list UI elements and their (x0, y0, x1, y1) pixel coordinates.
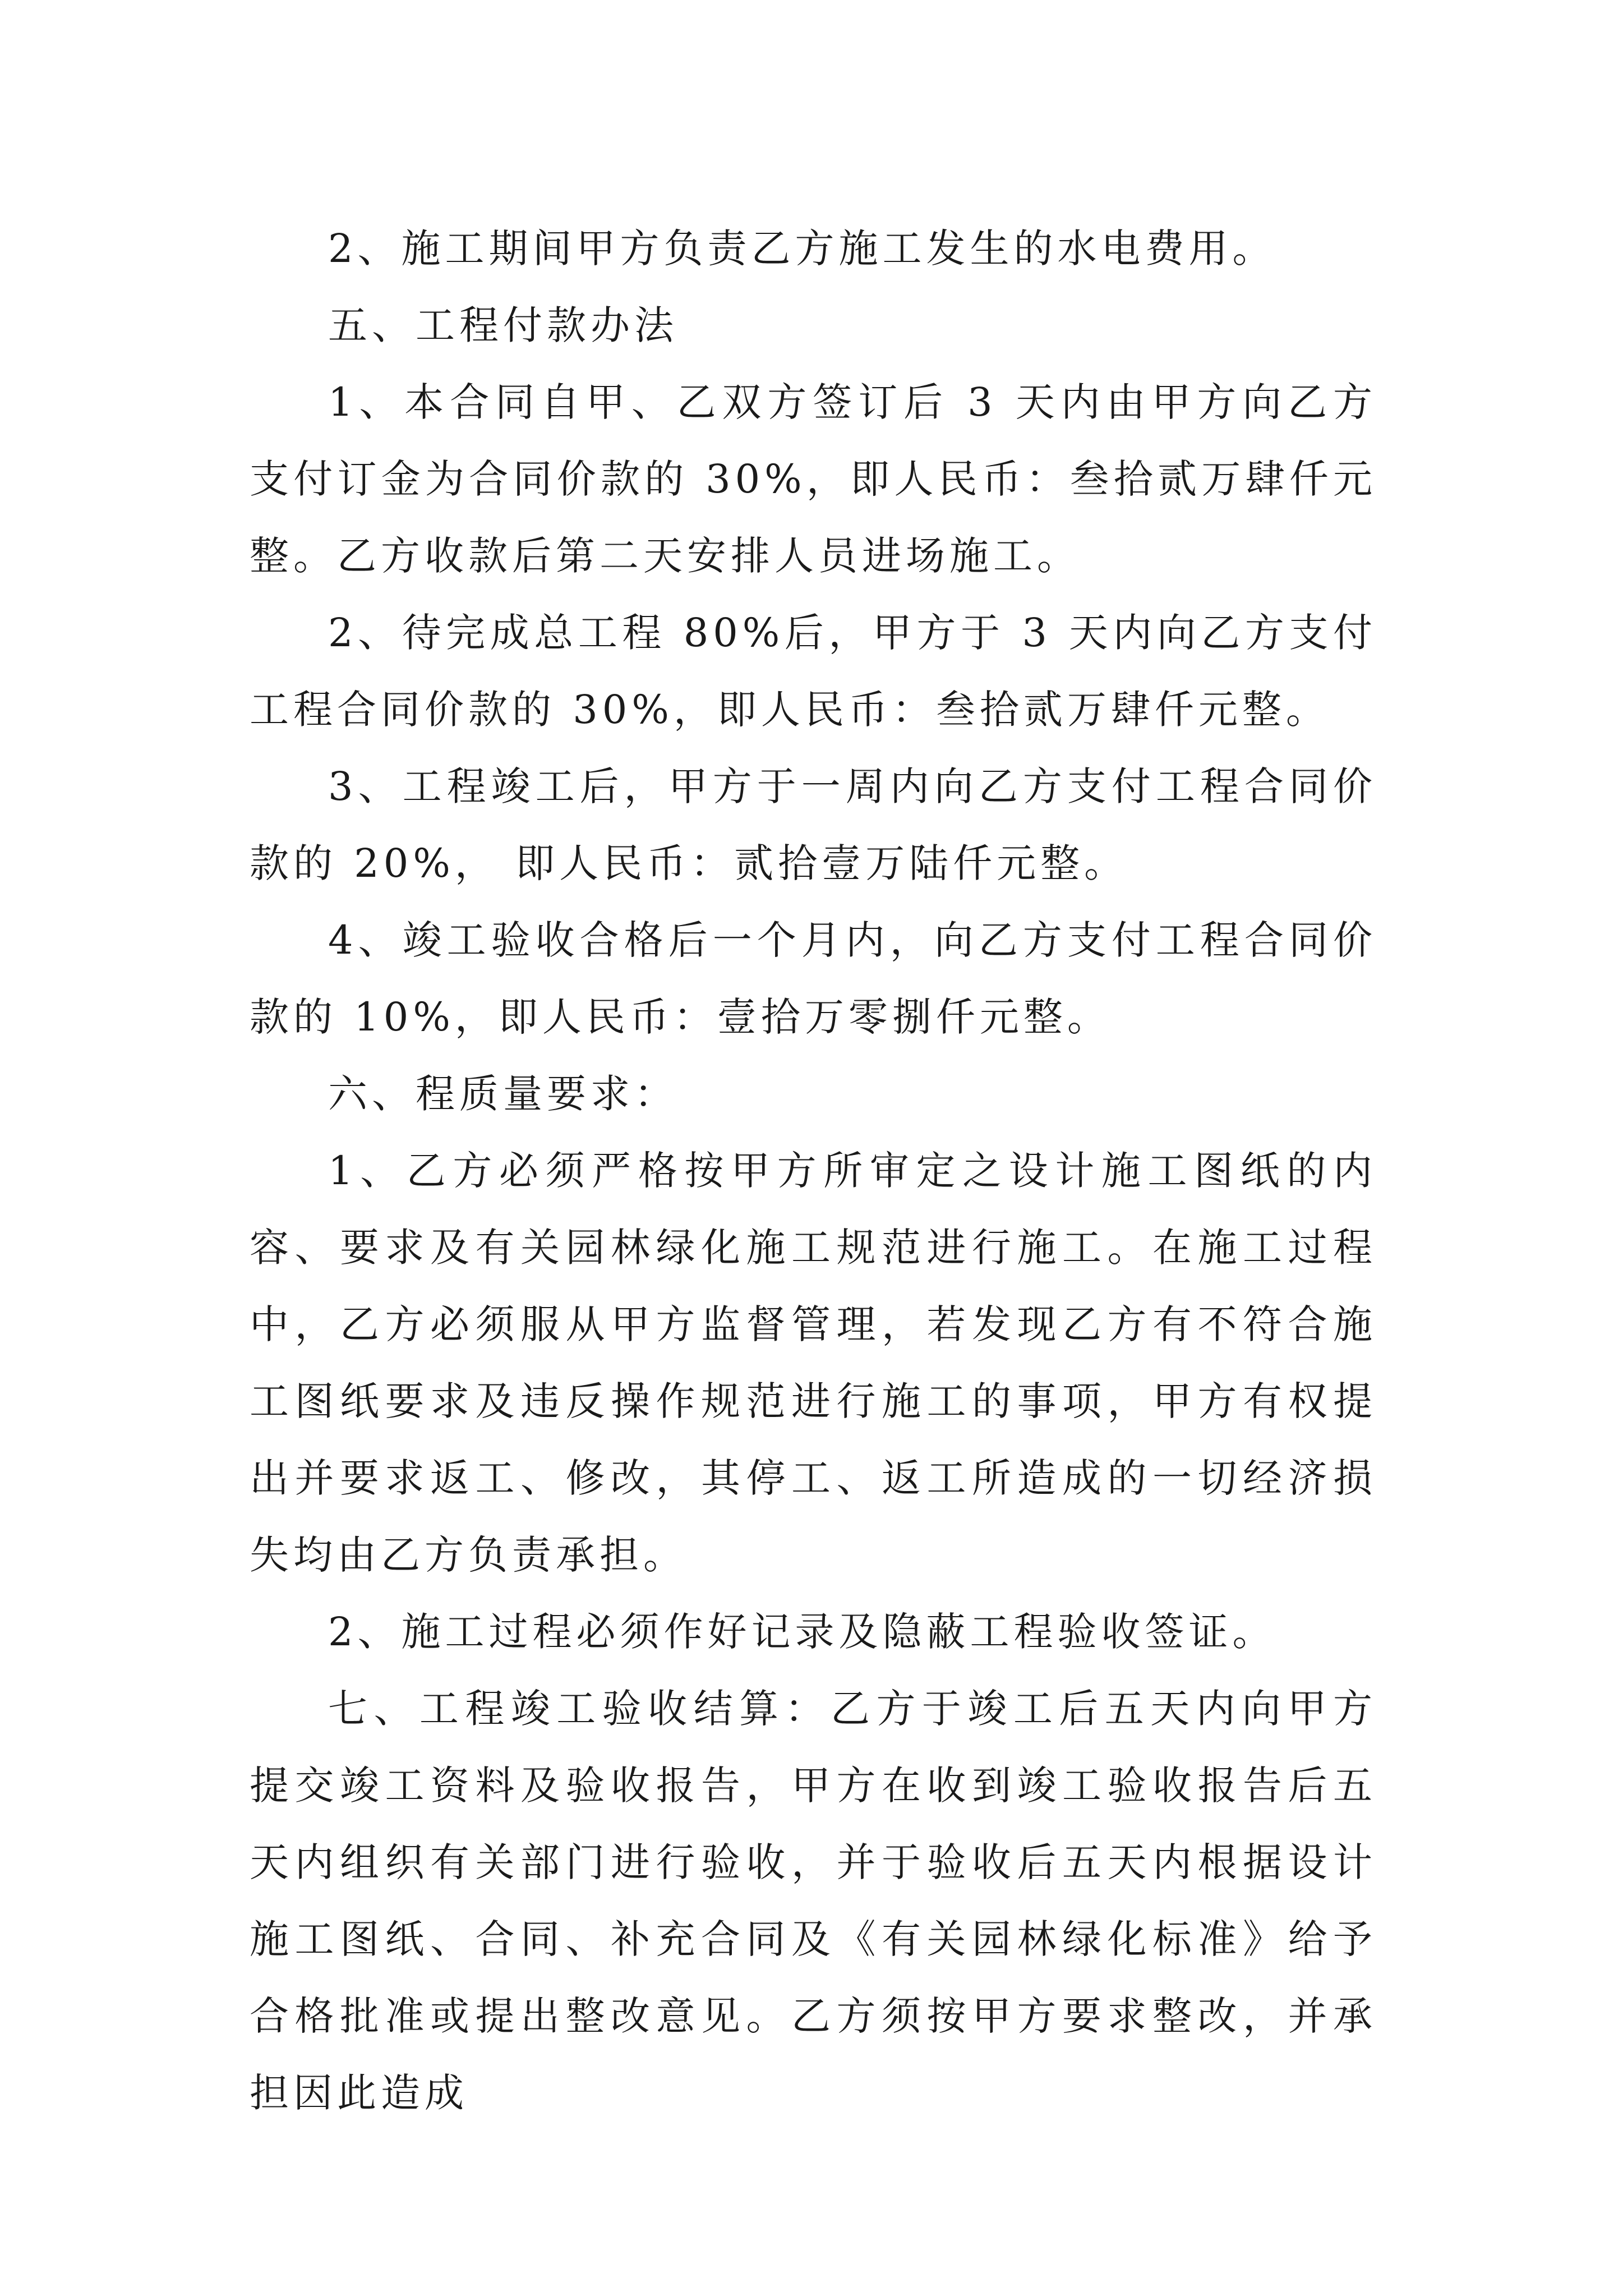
section-heading-payment: 五、工程付款办法 (328, 302, 678, 348)
section-heading-quality: 六、程质量要求： (328, 1071, 678, 1117)
paragraph-utility-costs: 2、施工期间甲方负责乙方施工发生的水电费用。 (328, 226, 1276, 272)
paragraph-payment-4: 4、竣工验收合格后一个月内，向乙方支付工程合同价款的 10%，即人民币：壹拾万零捌仟元整。 (250, 917, 1377, 1040)
paragraph-payment-2: 2、待完成总工程 80%后，甲方于 3 天内向乙方支付工程合同价款的 30%，即人民币：叁拾贰万肆仟元整。 (250, 610, 1377, 733)
paragraph-quality-2: 2、施工过程必须作好记录及隐蔽工程验收签证。 (328, 1609, 1276, 1655)
document-body (250, 210, 1377, 2132)
paragraph-acceptance: 七、工程竣工验收结算：乙方于竣工后五天内向甲方提交竣工资料及验收报告，甲方在收到竣工验收报告后五天内组织有关部门进行验收，并于验收后五天内根据设计施工图纸、合同、补充合同及《有关园林绿化标准》给予合格批准或提出整改意见。乙方须按甲方要求整改，并承担因此造成 (250, 1686, 1377, 2116)
paragraph-payment-1: 1、本合同自甲、乙双方签订后 3 天内由甲方向乙方支付订金为合同价款的 30%，即人民币：叁拾贰万肆仟元整。乙方收款后第二天安排人员进场施工。 (250, 379, 1377, 579)
paragraph-payment-3: 3、工程竣工后，甲方于一周内向乙方支付工程合同价款的 20%， 即人民币：贰拾壹万陆仟元整。 (250, 763, 1377, 886)
paragraph-quality-1: 1、乙方必须严格按甲方所审定之设计施工图纸的内容、要求及有关园林绿化施工规范进行施工。在施工过程中，乙方必须服从甲方监督管理，若发现乙方有不符合施工图纸要求及违反操作规范进行施工的事项，甲方有权提出并要求返工、修改，其停工、返工所造成的一切经济损失均由乙方负责承担。 (250, 1148, 1377, 1578)
